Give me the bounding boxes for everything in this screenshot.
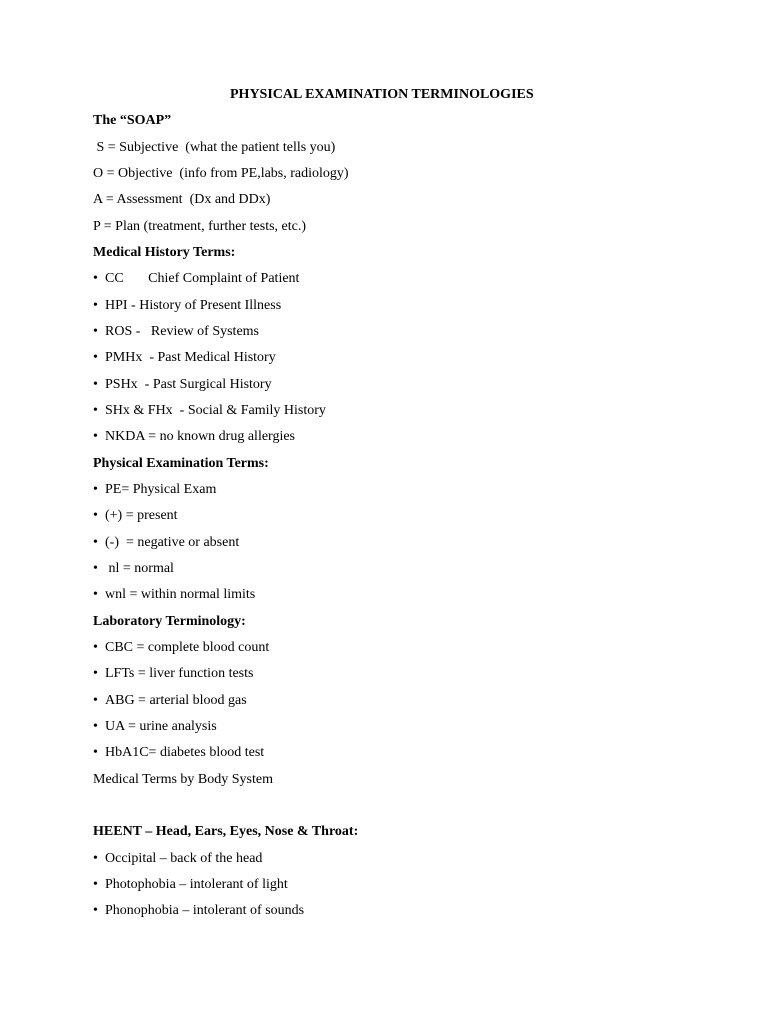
bullet-icon: • <box>93 508 98 523</box>
bullet-icon: • <box>93 482 98 497</box>
bullet-icon: • <box>93 719 98 734</box>
bullet-icon: • <box>93 587 98 602</box>
bullet-icon: • <box>93 324 98 339</box>
list-item: • CBC = complete blood count <box>93 638 269 658</box>
list-item: • LFTs = liver function tests <box>93 664 253 684</box>
bullet-icon: • <box>93 298 98 313</box>
list-item: • (+) = present <box>93 506 178 526</box>
list-item: • nl = normal <box>93 559 174 579</box>
list-item: • HPI - History of Present Illness <box>93 296 281 316</box>
list-item: • ABG = arterial blood gas <box>93 691 247 711</box>
physical-exam-heading: Physical Examination Terms: <box>93 456 269 471</box>
list-item: • UA = urine analysis <box>93 717 217 737</box>
list-item: • Phonophobia – intolerant of sounds <box>93 901 304 921</box>
list-item: • (-) = negative or absent <box>93 533 239 553</box>
bullet-icon: • <box>93 666 98 681</box>
bullet-icon: • <box>93 640 98 655</box>
soap-item-p: P = Plan (treatment, further tests, etc.) <box>93 219 307 234</box>
heent-heading: HEENT – Head, Ears, Eyes, Nose & Throat: <box>93 824 359 839</box>
list-item: • ROS - Review of Systems <box>93 322 259 342</box>
page-title: PHYSICAL EXAMINATION TERMINOLOGIES <box>230 87 534 102</box>
bullet-icon: • <box>93 429 98 444</box>
bullet-icon: • <box>93 693 98 708</box>
list-item: • PSHx - Past Surgical History <box>93 375 272 395</box>
soap-heading: The “SOAP” <box>93 113 172 128</box>
list-item: • HbA1C= diabetes blood test <box>93 743 264 763</box>
list-item: • PE= Physical Exam <box>93 480 216 500</box>
bullet-icon: • <box>93 877 98 892</box>
bullet-icon: • <box>93 350 98 365</box>
list-item: • Occipital – back of the head <box>93 849 262 869</box>
list-item: • SHx & FHx - Social & Family History <box>93 401 326 421</box>
medical-history-heading: Medical History Terms: <box>93 245 236 260</box>
bullet-icon: • <box>93 271 98 286</box>
bullet-icon: • <box>93 561 98 576</box>
list-item: • PMHx - Past Medical History <box>93 348 276 368</box>
soap-item-a: A = Assessment (Dx and DDx) <box>93 192 271 207</box>
list-item: • CC Chief Complaint of Patient <box>93 269 299 289</box>
bullet-icon: • <box>93 851 98 866</box>
list-item: • Photophobia – intolerant of light <box>93 875 288 895</box>
body-system-label: Medical Terms by Body System <box>93 772 273 787</box>
list-item: • NKDA = no known drug allergies <box>93 427 295 447</box>
bullet-icon: • <box>93 745 98 760</box>
bullet-icon: • <box>93 903 98 918</box>
bullet-icon: • <box>93 377 98 392</box>
soap-item-s: S = Subjective (what the patient tells you) <box>93 140 336 155</box>
laboratory-heading: Laboratory Terminology: <box>93 614 246 629</box>
list-item: • wnl = within normal limits <box>93 585 255 605</box>
bullet-icon: • <box>93 535 98 550</box>
soap-item-o: O = Objective (info from PE,labs, radiology) <box>93 166 349 181</box>
bullet-icon: • <box>93 403 98 418</box>
